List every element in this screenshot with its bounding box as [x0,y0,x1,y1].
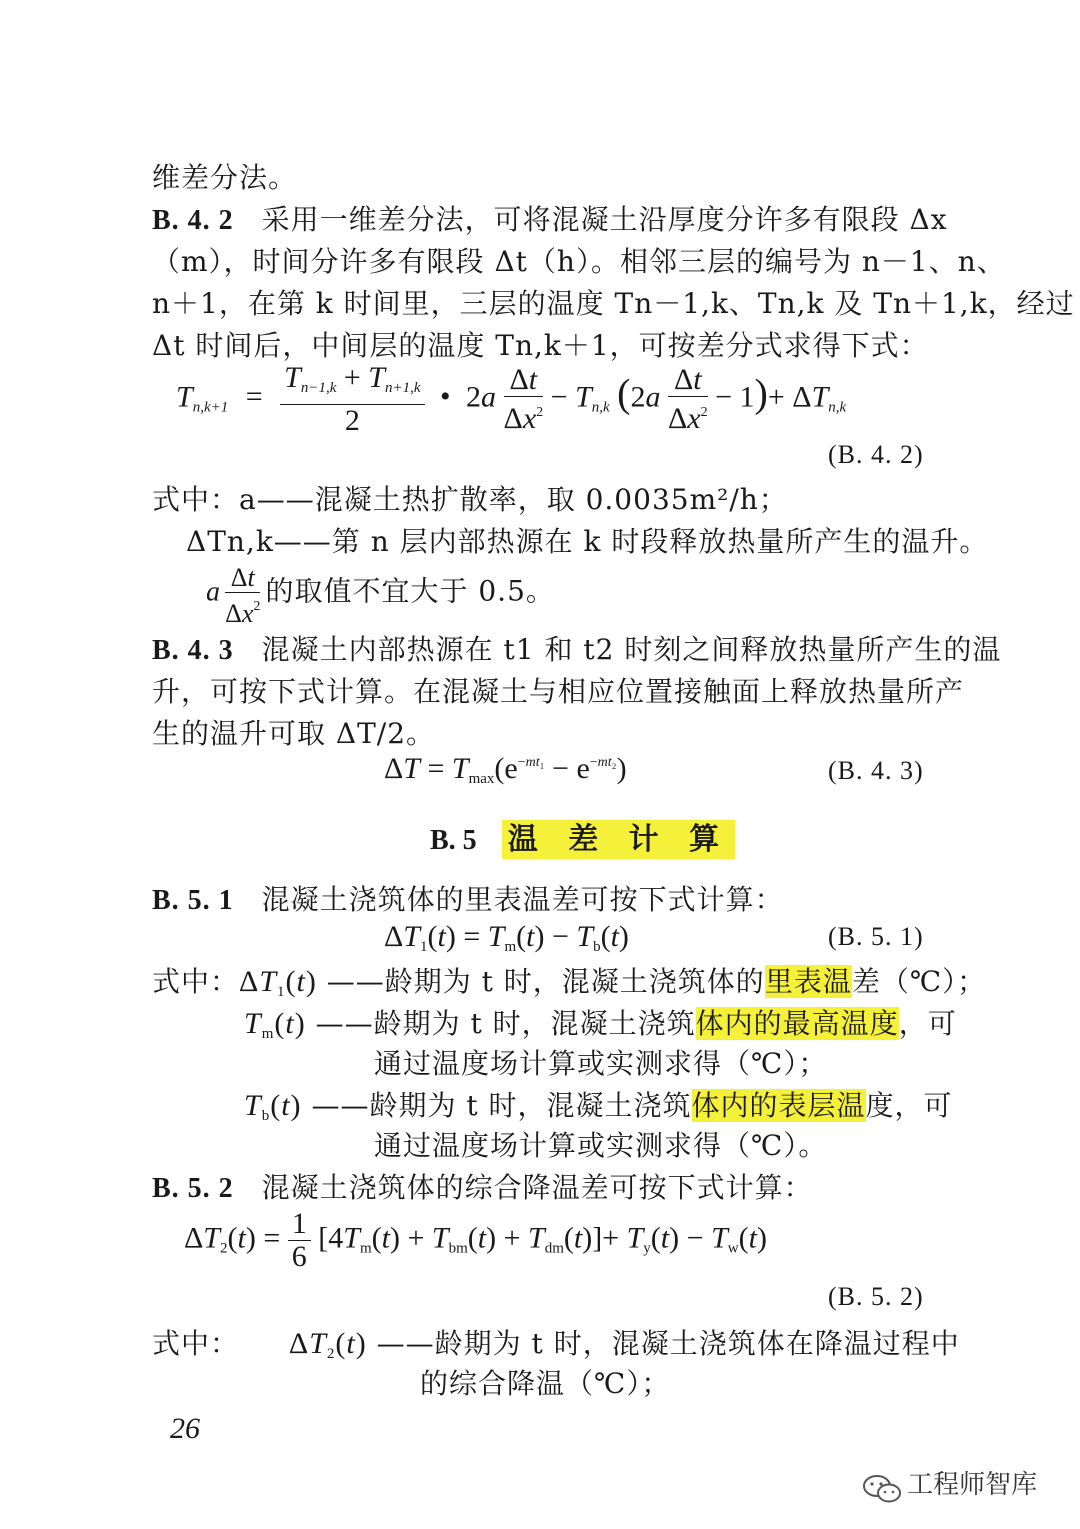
clause-b51-line1 [152,880,784,921]
watermark-text: 工程师智库 [907,1470,1038,1500]
equation-number: (B. 4. 3) [828,756,924,785]
where-dT2-cont: 的综合降温（℃）； [420,1367,671,1400]
clause-b52-line1 [152,1168,813,1209]
clause-b43-line3: 生的温升可取 ΔT/2。 [152,717,436,750]
section-title: 温 差 计 算 [502,820,735,859]
where-delta-t-nk: ΔTn,k——第 n 层内部热源在 k 时段释放热量所产生的温升。 [186,525,989,558]
clause-text: 混凝土浇筑体的综合降温差可按下式计算： [261,1171,813,1204]
highlight: 体内的表层温 [691,1089,866,1122]
section-number: B. 5 [430,825,477,856]
clause-text: 混凝土浇筑体的里表温差可按下式计算： [261,883,784,916]
highlight: 体内的最高温度 [695,1007,899,1040]
where-Tm-cont: 通过温度场计算或实测求得（℃）； [374,1047,828,1080]
clause-number: B. 4. 3 [152,635,234,666]
equation-b42: $T_{n,k+1}$ = $\frac{T_{n-1,k} + T_{n+1,k}}{2}$ • 2a $\frac{\Delta t}{\Delta x^2}$ − $T_{n,k}$ (2a $\frac{\Delta t}{\Delta x^2}$ − $1)+ \Delta T_{n,k}$ [176,361,847,437]
equation-b43: $\Delta T = T_{max}(e^{-mt_1} - e^{-mt_2})$ [384,752,627,787]
fraction: $\frac{1}{6}$ [288,1208,311,1273]
section-heading [430,814,735,858]
clause-number: B. 5. 1 [152,885,234,916]
clause-b42-line1 [152,200,948,241]
wechat-icon [862,1473,902,1505]
equation-number: (B. 4. 2) [828,440,924,469]
clause-number: B. 4. 2 [152,205,234,236]
fraction: $\frac{\Delta t}{\Delta x^2}$ [225,563,261,628]
where-Tb: $T_b(t)$ ——龄期为 t 时，混凝土浇筑体内的表层温度，可 [244,1089,953,1124]
page-number: 26 [170,1412,200,1445]
clause-text: 采用一维差分法，可将混凝土沿厚度分许多有限段 Δx [261,203,948,236]
clause-b42-line4: Δt 时间后，中间层的温度 Tn,k＋1，可按差分式求得下式： [152,329,929,362]
where-dT2: 式中： $\Delta T_2(t)$ ——龄期为 t 时，混凝土浇筑体在降温过程中 [152,1327,960,1362]
where-a: 式中：a——混凝土热扩散率，取 0.0035m²/h； [152,483,788,516]
equation-number: (B. 5. 1) [828,922,924,951]
clause-b42-line3: n＋1，在第 k 时间里，三层的温度 Tn－1,k、Tn,k 及 Tn＋1,k，经过 [152,287,1075,320]
clause-text: 混凝土内部热源在 t1 和 t2 时刻之间释放热量所产生的温 [261,633,1002,666]
clause-number: B. 5. 2 [152,1173,234,1204]
clause-b43-line2: 升，可按下式计算。在混凝土与相应位置接触面上释放热量所产 [152,675,965,708]
equation-b51: $\Delta T_1(t) = T_m(t) - T_b(t)$ [384,920,629,955]
fraction: $\frac{\Delta t}{\Delta x^2}$ [503,363,544,435]
equation-b52: $\Delta T_2(t)$ = $\frac{1}{6}$ $[4T_m(t) + T_{bm}(t) + T_{dm}(t)]+ T_y(t) - T_w(t)$ [184,1207,767,1273]
a-ratio-note: a $\frac{\Delta t}{\Delta x^2}$ 的取值不宜大于 0.5。 [206,563,555,628]
where-Tb-cont: 通过温度场计算或实测求得（℃）。 [374,1129,828,1162]
clause-b43-line1 [152,630,1001,671]
fraction: $\frac{T_{n-1,k} + T_{n+1,k}}{2}$ [280,362,424,437]
equation-number: (B. 5. 2) [828,1282,924,1311]
text-line: 维差分法。 [152,161,298,194]
where-dT1: 式中：$\Delta T_1(t)$ ——龄期为 t 时，混凝土浇筑体的里表温差（℃）； [152,965,987,1000]
clause-b42-line2: （m），时间分许多有限段 Δt（h）。相邻三层的编号为 n－1、n、 [152,245,1006,278]
highlight: 里表温 [764,965,852,998]
where-Tm: $T_m(t)$ ——龄期为 t 时，混凝土浇筑体内的最高温度，可 [244,1007,957,1042]
fraction: $\frac{\Delta t}{\Delta x^2}$ [668,363,708,435]
watermark [862,1464,1037,1505]
